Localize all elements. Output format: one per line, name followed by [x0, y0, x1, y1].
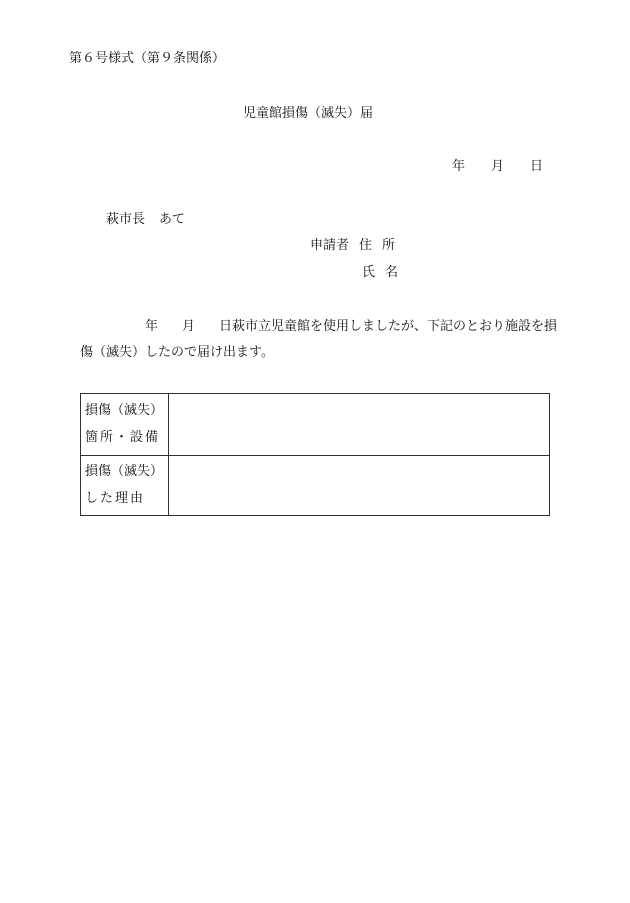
damage-reason-label-cell [81, 455, 169, 515]
body-year-label: 年 [145, 319, 159, 334]
addressee-suffix: あて [159, 212, 186, 227]
address-label-part2: 所 [382, 238, 396, 253]
name-label-part1: 氏 [362, 265, 376, 280]
date-year-label: 年 [452, 159, 466, 174]
body-text-line2: 傷（滅失）したので届け出ます。 [80, 345, 274, 360]
damage-reason-field[interactable] [169, 455, 549, 515]
applicant-address-line [310, 238, 395, 254]
damaged-location-field[interactable] [169, 394, 549, 455]
document-title: 児童館損傷（滅失）届 [243, 106, 374, 121]
table-row-damaged-location [81, 394, 549, 456]
addressee-name: 萩市長 [106, 212, 146, 227]
date-day-label: 日 [530, 159, 544, 174]
body-line1-text: 日萩市立児童館を使用しましたが、下記のとおり施設を損 [219, 319, 558, 334]
damage-reason-label-line1: 損傷（滅失） [85, 464, 164, 479]
address-label-part1: 住 [359, 238, 373, 253]
table-row-damage-reason [81, 455, 549, 515]
damaged-location-label-cell [81, 394, 169, 455]
name-label-part2: 名 [385, 265, 399, 280]
body-month-label: 月 [182, 319, 196, 334]
body-text-line1 [145, 319, 557, 335]
damaged-location-label-line2: 箇所・設備 [85, 430, 161, 445]
damage-report-table [80, 393, 550, 516]
addressee [106, 212, 185, 228]
damaged-location-label-line1: 損傷（滅失） [85, 403, 164, 418]
form-number: 第６号様式（第９条関係） [69, 51, 226, 66]
submission-date [452, 159, 543, 175]
applicant-name-line [362, 265, 398, 281]
applicant-role-label: 申請者 [310, 238, 350, 253]
damage-reason-label-line2: した理由 [85, 491, 146, 506]
date-month-label: 月 [491, 159, 505, 174]
